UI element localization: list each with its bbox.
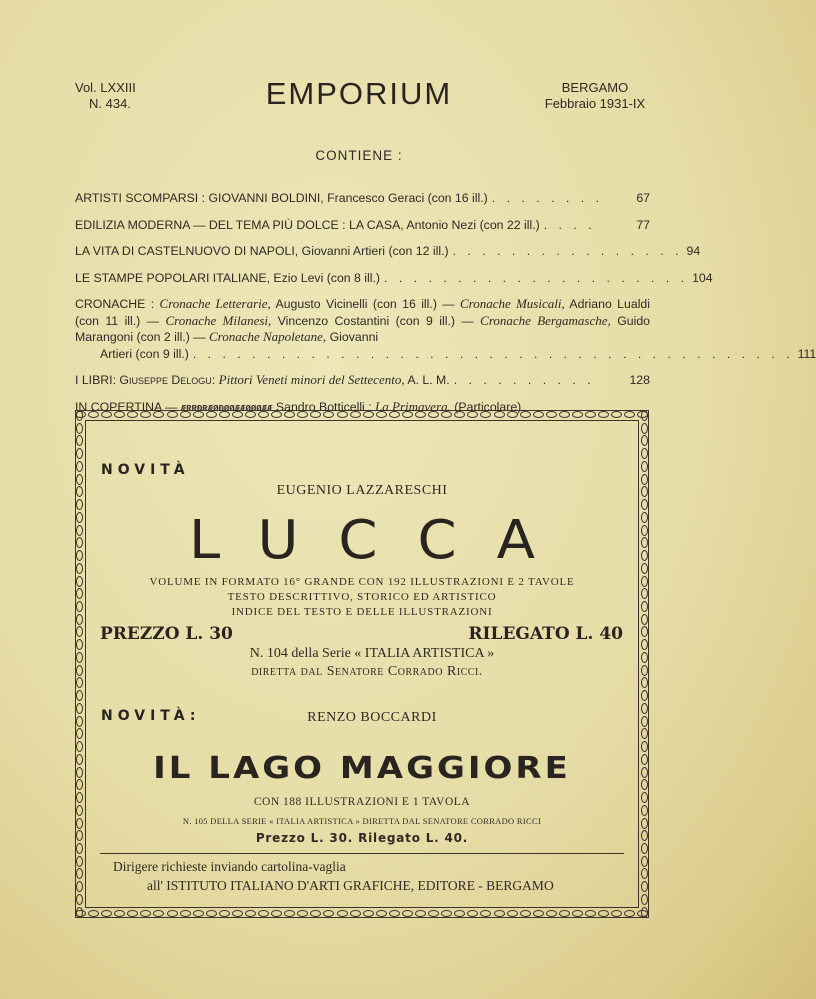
lago-author: RENZO BOCCARDI [307, 710, 437, 725]
ornament-link [76, 856, 83, 867]
ornament-link [337, 910, 348, 917]
ornament-link [585, 411, 596, 418]
ornament-link [389, 411, 400, 418]
footer-publisher: all' ISTITUTO ITALIANO D'ARTI GRAFICHE, EDITORE - BERGAMO [147, 878, 554, 893]
ornament-link [641, 690, 648, 701]
lago-series: N. 105 DELLA SERIE « ITALIA ARTISTICA » DIRETTA DAL SENATORE CORRADO RICCI [182, 816, 542, 826]
city: BERGAMO [561, 80, 629, 95]
ornament-link [76, 423, 83, 434]
ornament-link [258, 910, 269, 917]
ornament-link [232, 910, 243, 917]
ornament-link [193, 910, 204, 917]
ornament-link [127, 411, 138, 418]
cronache-milanesi: Cronache Milanesi, [165, 312, 272, 328]
ornament-link [350, 910, 361, 917]
cronache-text: Vincenzo Costantini (con 9 ill.) — [271, 313, 481, 328]
lucca-desc-1: VOLUME IN FORMATO 16° GRANDE CON 192 ILLUSTRAZIONI E 2 TAVOLE [149, 576, 575, 588]
ornament-link [376, 910, 387, 917]
lucca-desc-3: INDICE DEL TESTO E DELLE ILLUSTRAZIONI [231, 606, 493, 618]
ornament-link [546, 910, 557, 917]
cronache-text: Guido Marangoni (con 2 ill.) — [75, 313, 651, 344]
ornament-link [641, 461, 648, 472]
ornament-link [389, 910, 400, 917]
ornament-link [245, 411, 256, 418]
toc-entry-page: 77 [636, 217, 650, 232]
cronache-text: Augusto Vicinelli (con 16 ill.) — [270, 297, 460, 311]
ornament-link [467, 910, 478, 917]
ornament-link [507, 910, 518, 917]
ornament-link [271, 411, 282, 418]
ornament-link [76, 728, 83, 739]
ornament-link [167, 910, 178, 917]
copertina-label: IN COPERTINA — [75, 399, 181, 414]
ornament-link [533, 411, 544, 418]
ornament-link [101, 411, 112, 418]
ornament-link [467, 411, 478, 418]
ornament-link [127, 910, 138, 917]
ornament-link [641, 868, 648, 879]
ornament-link [611, 411, 622, 418]
ornament-link [310, 910, 321, 917]
ornament-link [323, 411, 334, 418]
ornament-link [76, 448, 83, 459]
ornament-link [428, 411, 439, 418]
ornament-link [114, 910, 125, 917]
ornament-link [297, 411, 308, 418]
ornament-link [232, 411, 243, 418]
ornament-link [520, 411, 531, 418]
contents-heading: CONTIENE : [315, 148, 403, 163]
lucca-series: N. 104 della Serie « ITALIA ARTISTICA » [249, 646, 495, 661]
toc-entry-title: ARTISTI SCOMPARSI : GIOVANNI BOLDINI, Francesco Geraci (con 16 ill.) [75, 191, 488, 205]
ornament-link [245, 910, 256, 917]
ornament-link [480, 411, 491, 418]
toc-entry: ARTISTI SCOMPARSI : GIOVANNI BOLDINI, Francesco Geraci (con 16 ill.) . . . . . . . . 67 [75, 191, 650, 205]
ornament-link [641, 856, 648, 867]
copertina-author: Sandro Botticelli : [272, 399, 376, 414]
ornament-link [454, 411, 465, 418]
ornament-link [641, 907, 648, 918]
ornament-border-bottom [75, 909, 649, 918]
ornament-link [611, 910, 622, 917]
ornament-link [454, 910, 465, 917]
ornament-link [337, 411, 348, 418]
ornament-link [441, 910, 452, 917]
ornament-link [507, 411, 518, 418]
footer-instruction: Dirigere richieste inviando cartolina-vaglia [113, 859, 346, 874]
libri-rest: A. L. M. [404, 373, 450, 387]
ornament-link [641, 894, 648, 905]
ornament-link [559, 411, 570, 418]
ornament-link [76, 410, 83, 421]
toc-entry-title: LE STAMPE POPOLARI ITALIANE, Ezio Levi (con 8 ill.) [75, 270, 381, 285]
ornament-link [140, 411, 151, 418]
cronache-musicali: Cronache Musicali, [459, 296, 565, 311]
ornament-link [641, 423, 648, 434]
ornament-link [76, 881, 83, 892]
ornament-link [641, 435, 648, 446]
ornament-link [402, 411, 413, 418]
toc-entry-page: 94 [686, 244, 701, 258]
ornament-link [598, 910, 609, 917]
ornament-link [193, 411, 204, 418]
volume-number: Vol. LXXIII [75, 80, 136, 95]
ornament-link [350, 411, 361, 418]
ornament-link [219, 910, 230, 917]
ornament-link [572, 411, 583, 418]
ornament-link [206, 910, 217, 917]
ornament-link [480, 910, 491, 917]
toc-entry-page: 67 [636, 191, 650, 205]
ornament-link [88, 910, 99, 917]
ornament-link [641, 410, 648, 421]
libri-sep: : [211, 373, 219, 387]
ornament-link [284, 411, 295, 418]
lago-price: Prezzo L. 30. Rilegato L. 40. [255, 831, 469, 845]
ornament-link [572, 910, 583, 917]
ornament-link [624, 411, 635, 418]
lucca-desc-2: TESTO DESCRITTIVO, STORICO ED ARTISTICO [227, 591, 497, 603]
ornament-link [533, 910, 544, 917]
ornament-link [376, 411, 387, 418]
cronache-last: Artieri (con 9 ill.) [100, 346, 189, 361]
ornament-link [180, 411, 191, 418]
novita-label-2: NOVITÀ: [101, 708, 201, 724]
ornament-link [363, 411, 374, 418]
cronache-napoletane: Cronache Napoletane, [208, 329, 327, 344]
lago-desc: CON 188 ILLUSTRAZIONI E 1 TAVOLA [253, 796, 471, 808]
ornament-link [101, 910, 112, 917]
cronache-bergamasche: Cronache Bergamasche, [480, 312, 611, 328]
ornament-link [310, 411, 321, 418]
divider [100, 853, 624, 854]
ornament-link [323, 910, 334, 917]
ornament-link [441, 411, 452, 418]
libri-author: Giuseppe Delogu [119, 373, 212, 387]
cronache-text: Adriano Lualdi (con 11 ill.) — [75, 297, 651, 328]
ornament-link [284, 910, 295, 917]
ornament-link [76, 907, 83, 918]
advertisement-box [75, 410, 649, 918]
ornament-border-top [75, 410, 649, 419]
ornament-link [641, 881, 648, 892]
ornament-link [641, 499, 648, 510]
cronache-letterarie: Cronache Letterarie, [159, 296, 271, 311]
copertina-title: La Primavera. [375, 398, 451, 414]
issue-number: N. 434. [89, 96, 131, 111]
ornament-link [76, 690, 83, 701]
lucca-title: LUCCA [189, 509, 575, 572]
cronache-text: Giovanni [326, 330, 379, 344]
toc-entry: EDILIZIA MODERNA — DEL TEMA PIÙ DOLCE : LA CASA, Antonio Nezi (con 22 ill.) . . . . 77 [75, 217, 650, 232]
lucca-bound-price: RILEGATO L. 40 [468, 624, 623, 644]
toc-entry-page: 111 [797, 346, 816, 361]
ornament-link [76, 499, 83, 510]
ornament-link [641, 626, 648, 637]
cronache-label: CRONACHE : [75, 297, 160, 311]
libri-label: I LIBRI: [75, 373, 120, 387]
copertina-misprint: ÆRRÐRÆØÐØØÆÆØØØÆÆ [180, 403, 273, 414]
ornament-link [598, 411, 609, 418]
toc-entry-page: 104 [692, 270, 713, 285]
ornament-link [546, 411, 557, 418]
ornament-link [114, 411, 125, 418]
ornament-link [76, 435, 83, 446]
ornament-link [585, 910, 596, 917]
lago-title: IL LAGO MAGGIORE [153, 750, 571, 786]
ornament-link [76, 894, 83, 905]
libri-title: Pittori Veneti minori del Settecento, [218, 372, 405, 387]
ornament-link [402, 910, 413, 917]
ornament-link [258, 411, 269, 418]
ornament-link [494, 411, 505, 418]
ornament-link [559, 910, 570, 917]
toc-entry-title: LA VITA DI CASTELNUOVO DI NAPOLI, Giovanni Artieri (con 12 ill.) [75, 244, 449, 258]
magazine-title: EMPORIUM [265, 76, 453, 111]
ornament-link [76, 461, 83, 472]
copertina-note: (Particolare). [450, 399, 525, 414]
lucca-directed: diretta dal Senatore Corrado Ricci. [251, 664, 483, 679]
ornament-link [520, 910, 531, 917]
ornament-link [180, 910, 191, 917]
ornament-link [641, 448, 648, 459]
ornament-link [219, 411, 230, 418]
ornament-link [297, 910, 308, 917]
ornament-link [415, 910, 426, 917]
toc-entry: LA VITA DI CASTELNUOVO DI NAPOLI, Giovanni Artieri (con 12 ill.) . . . . . . . . . . . . . . . . 94 [75, 244, 701, 258]
ornament-link [624, 910, 635, 917]
ornament-link [153, 411, 164, 418]
lucca-author: EUGENIO LAZZARESCHI [276, 483, 448, 498]
toc-entry-title: EDILIZIA MODERNA — DEL TEMA PIÙ DOLCE : LA CASA, Antonio Nezi (con 22 ill.) [75, 217, 540, 232]
ornament-link [153, 910, 164, 917]
issue-date: Febbraio 1931-IX [544, 96, 646, 111]
ornament-link [494, 910, 505, 917]
ornament-link [271, 910, 282, 917]
toc-entry-cronache: CRONACHE : Cronache Letterarie, Augusto Vicinelli (con 16 ill.) — Cronache Musicali, Adriano Lualdi (con 11 ill.) — Cronache Milanesi, Vincenzo Costantini (con 9 ill.) — Cronache Bergamasche, Guido Marangoni (con 2 ill.) — Cronache Napoletane, Giovanni Artieri (con 9 ill.) . . . . . . . . . . . . . . . . . . . . . . . . . . . . . . . . . . . . . . . . . 111 [75, 296, 816, 361]
ornament-link [76, 868, 83, 879]
ornament-link [641, 728, 648, 739]
novita-label: NOVITÀ [101, 462, 190, 478]
toc-entry-page: 128 [629, 373, 650, 387]
ornament-link [167, 411, 178, 418]
place-date [520, 80, 670, 112]
ornament-link [88, 411, 99, 418]
ornament-link [415, 411, 426, 418]
lucca-price: PREZZO L. 30 [100, 624, 233, 644]
ornament-link [363, 910, 374, 917]
ornament-link [140, 910, 151, 917]
ornament-link [76, 626, 83, 637]
ornament-link [206, 411, 217, 418]
ornament-link [428, 910, 439, 917]
toc-entry: LE STAMPE POPOLARI ITALIANE, Ezio Levi (con 8 ill.) . . . . . . . . . . . . . . . . . . . . . 104 [75, 270, 713, 285]
toc-entry-libri: I LIBRI: Giuseppe Delogu: Pittori Veneti minori del Settecento, A. L. M. . . . . . . . . . . 128 [75, 372, 650, 387]
table-of-contents [75, 190, 816, 427]
